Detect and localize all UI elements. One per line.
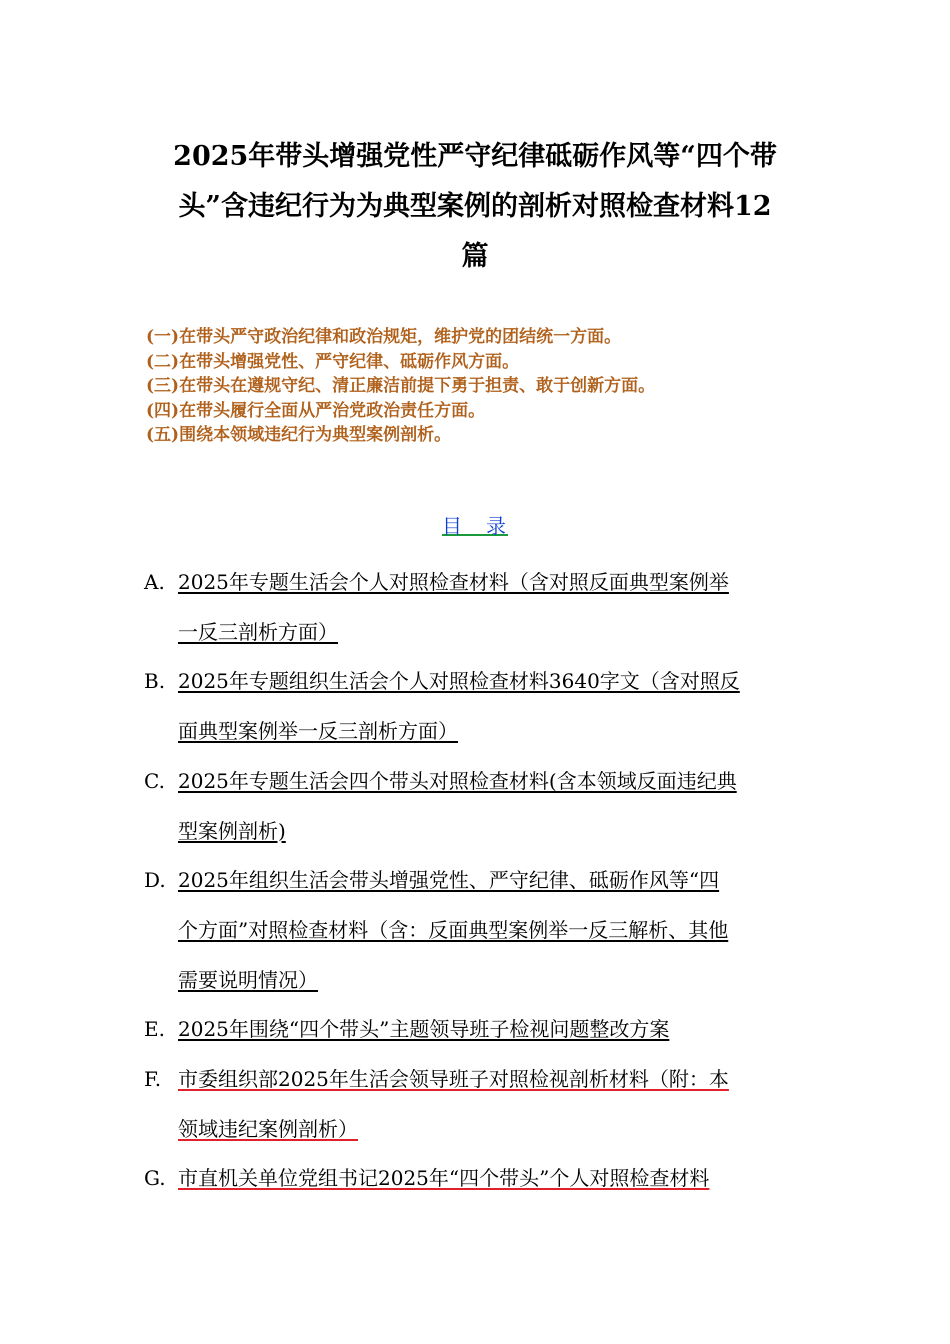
toc-item[interactable] bbox=[144, 856, 740, 1005]
toc-item-letter: G. bbox=[144, 1166, 166, 1191]
toc-item[interactable] bbox=[144, 1005, 740, 1055]
toc-item-letter: F. bbox=[144, 1067, 162, 1092]
outline-item: (四)在带头履行全面从严治党政治责任方面。 bbox=[146, 400, 486, 421]
title-line: 头”含违纪行为为典型案例的剖析对照检查材料12 bbox=[178, 191, 772, 222]
table-of-contents bbox=[144, 558, 740, 1204]
toc-item-link[interactable]: 市委组织部2025年生活会领导班子对照检视剖析材料（附：本 bbox=[178, 1067, 729, 1092]
toc-item-link[interactable]: 个方面”对照检查材料（含：反面典型案例举一反三解析、其他 bbox=[178, 917, 729, 942]
toc-item-letter: B. bbox=[144, 669, 166, 694]
outline-list bbox=[146, 325, 655, 448]
toc-item-link[interactable]: 领域违纪案例剖析） bbox=[178, 1116, 358, 1141]
toc-item-link[interactable]: 市直机关单位党组书记2025年“四个带头”个人对照检查材料 bbox=[178, 1166, 710, 1191]
toc-item-link[interactable]: 2025年组织生活会带头增强党性、严守纪律、砥砺作风等“四 bbox=[178, 868, 720, 893]
toc-item-link[interactable]: 2025年专题生活会个人对照检查材料（含对照反面典型案例举 bbox=[178, 570, 729, 594]
document-title bbox=[0, 132, 950, 282]
outline-item: (三)在带头在遵规守纪、清正廉洁前提下勇于担责、敢于创新方面。 bbox=[146, 376, 656, 397]
toc-item-link[interactable]: 面典型案例举一反三剖析方面） bbox=[178, 719, 458, 744]
toc-item[interactable] bbox=[144, 657, 740, 756]
toc-item-link[interactable]: 2025年专题组织生活会个人对照检查材料3640字文（含对照反 bbox=[178, 669, 740, 694]
title-line: 2025年带头增强党性严守纪律砥砺作风等“四个带 bbox=[173, 141, 777, 172]
toc-item-link[interactable]: 型案例剖析) bbox=[178, 818, 286, 843]
toc-item-letter: A. bbox=[144, 570, 165, 594]
outline-item: (一)在带头严守政治纪律和政治规矩，维护党的团结统一方面。 bbox=[146, 327, 622, 347]
toc-heading-link[interactable]: 目 录 bbox=[442, 514, 508, 538]
toc-item-link[interactable]: 需要说明情况） bbox=[178, 967, 318, 992]
toc-item-link[interactable]: 一反三剖析方面） bbox=[178, 619, 338, 644]
toc-item-letter: C. bbox=[144, 768, 165, 793]
toc-item-letter: D. bbox=[144, 868, 166, 893]
toc-item-link[interactable]: 2025年专题生活会四个带头对照检查材料(含本领域反面违纪典 bbox=[178, 768, 737, 793]
outline-item: (二)在带头增强党性、严守纪律、砥砺作风方面。 bbox=[146, 351, 520, 372]
toc-item-letter: E. bbox=[144, 1017, 165, 1042]
toc-item-link[interactable]: 2025年围绕“四个带头”主题领导班子检视问题整改方案 bbox=[178, 1017, 670, 1042]
toc-item[interactable] bbox=[144, 558, 740, 657]
toc-heading bbox=[0, 510, 950, 539]
title-line: 篇 bbox=[461, 241, 489, 272]
toc-item[interactable] bbox=[144, 1154, 740, 1204]
toc-item[interactable] bbox=[144, 1055, 740, 1154]
outline-item: (五)围绕本领域违纪行为典型案例剖析。 bbox=[146, 425, 452, 446]
toc-item[interactable] bbox=[144, 757, 740, 856]
